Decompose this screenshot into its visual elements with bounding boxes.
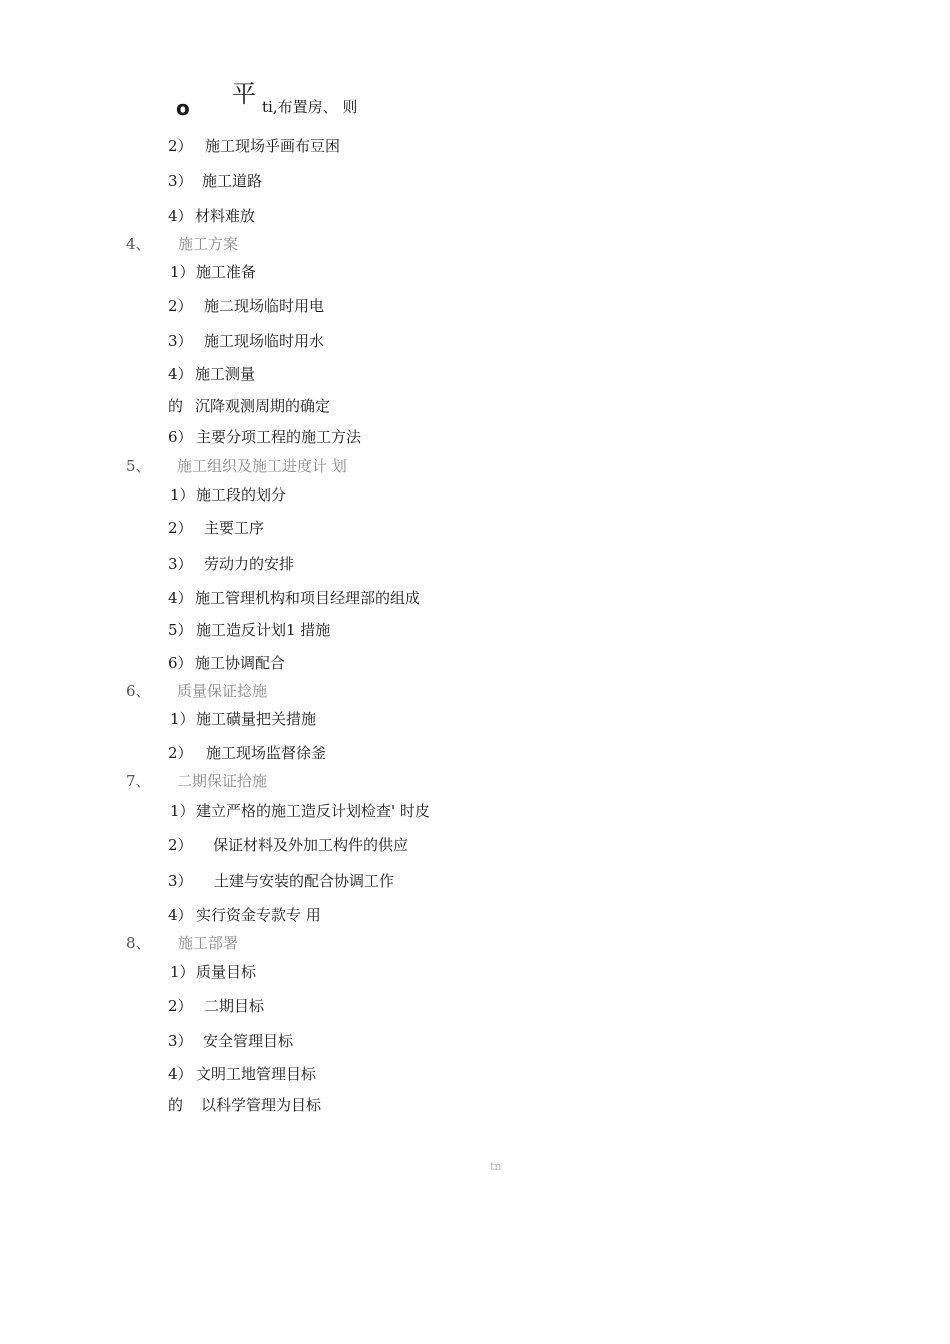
- item-text: 施工现场乎画布豆困: [205, 137, 341, 155]
- item-text: 质量目标: [196, 963, 257, 981]
- item-text: 施工道路: [202, 172, 263, 190]
- section-heading: [126, 456, 347, 476]
- item-text: 材料难放: [195, 207, 256, 225]
- section-number: 8、: [126, 934, 151, 952]
- item-text: 安全管理目标: [203, 1032, 294, 1050]
- circle-glyph: o: [176, 96, 190, 120]
- list-item: [168, 206, 256, 226]
- list-item: [170, 262, 257, 282]
- page-footer: tn: [490, 1160, 502, 1173]
- item-number: 2）: [168, 297, 193, 315]
- item-number: 4）: [168, 1065, 193, 1083]
- list-item: [168, 1095, 322, 1115]
- item-text: 施二现场临时用电: [204, 297, 325, 315]
- item-text: 文明工地管理目标: [196, 1065, 317, 1083]
- list-item: [168, 871, 395, 891]
- item-text: 施工管理机构和项目经理部的组成: [195, 589, 421, 607]
- item-text: 建立严格的施工造反计划检查' 时皮: [196, 802, 430, 820]
- section-title: 施工部署: [178, 934, 239, 952]
- item-number: 1）: [170, 263, 195, 281]
- list-item: [168, 1064, 317, 1084]
- item-number: 2）: [168, 836, 193, 854]
- list-item: [168, 835, 409, 855]
- list-item: [168, 364, 256, 384]
- list-item: [168, 296, 325, 316]
- item-number: 1）: [170, 963, 195, 981]
- item-number: 2）: [168, 744, 193, 762]
- item-number: 4）: [168, 906, 193, 924]
- item-number: 4）: [168, 365, 193, 383]
- item-text: 施工协调配合: [195, 654, 286, 672]
- item-text: 施工造反计划1 措施: [196, 621, 331, 639]
- item-number: 6）: [168, 428, 193, 446]
- item-number: 3）: [168, 872, 193, 890]
- list-item: [170, 485, 287, 505]
- section-number: 6、: [126, 682, 151, 700]
- section-number: 4、: [126, 235, 151, 253]
- ping-glyph: 平: [232, 80, 256, 108]
- section-heading: [126, 234, 239, 254]
- list-item: [168, 396, 331, 416]
- item-text: 施工测量: [195, 365, 256, 383]
- item-number: 3）: [168, 332, 193, 350]
- section-title: 二期保证拾施: [177, 772, 268, 790]
- item-number: 2）: [168, 997, 193, 1015]
- list-item: [170, 709, 317, 729]
- item-text: 实行资金专款专 用: [196, 906, 321, 924]
- list-item: [168, 620, 331, 640]
- list-item: [168, 136, 341, 156]
- item-number: 的: [168, 397, 184, 415]
- list-item: [168, 743, 327, 763]
- list-item: [168, 554, 295, 574]
- item-number: 1）: [170, 802, 195, 820]
- section-title: 施工组织及施工进度计 划: [177, 457, 347, 475]
- item-text: 二期目标: [204, 997, 265, 1015]
- item-number: 1）: [170, 486, 195, 504]
- item-number: 3）: [168, 555, 193, 573]
- item-number: 6）: [168, 654, 193, 672]
- list-item: [168, 1031, 294, 1051]
- item-text: 以科学管理为目标: [201, 1096, 322, 1114]
- list-item: [168, 588, 421, 608]
- section-number: 7、: [126, 772, 151, 790]
- section-title: 施工方案: [178, 235, 239, 253]
- list-item: [168, 171, 263, 191]
- list-item: [168, 518, 265, 538]
- section-heading: [126, 933, 239, 953]
- item-text: 土建与安装的配合协调工作: [214, 872, 395, 890]
- item-number: 2）: [168, 519, 193, 537]
- list-item: [168, 653, 286, 673]
- item-number: 4）: [168, 589, 193, 607]
- item-number: 1）: [170, 710, 195, 728]
- item-text: 保证材料及外加工构件的供应: [213, 836, 409, 854]
- section-number: 5、: [126, 457, 151, 475]
- item-number: 3）: [168, 172, 193, 190]
- item-number: 的: [168, 1096, 184, 1114]
- list-item: [170, 801, 430, 821]
- item-number: 3）: [168, 1032, 193, 1050]
- item-text: 施工准备: [196, 263, 257, 281]
- item-text: 劳动力的安排: [204, 555, 295, 573]
- item-number: 4）: [168, 207, 193, 225]
- item-text: 主要分项工程的施工方法: [196, 428, 362, 446]
- list-item: [168, 905, 321, 925]
- section-heading: [126, 681, 268, 701]
- list-item: [170, 962, 257, 982]
- section-title: 质量保证捻施: [177, 682, 268, 700]
- list-item: [168, 427, 362, 447]
- item-text: 施工现场临时用水: [204, 332, 325, 350]
- list-item: [168, 996, 265, 1016]
- item-text: 施工磺量把关措施: [196, 710, 317, 728]
- item-number: 5）: [168, 621, 193, 639]
- first-line-text: ti,布置房、 则: [262, 98, 358, 116]
- item-text: 施工段的划分: [196, 486, 287, 504]
- list-item: [168, 331, 325, 351]
- item-text: 施工现场监督徐釜: [206, 744, 327, 762]
- item-number: 2）: [168, 137, 193, 155]
- item-text: 主要工序: [204, 519, 265, 537]
- item-text: 沉降观测周期的确定: [195, 397, 331, 415]
- section-heading: [126, 771, 268, 791]
